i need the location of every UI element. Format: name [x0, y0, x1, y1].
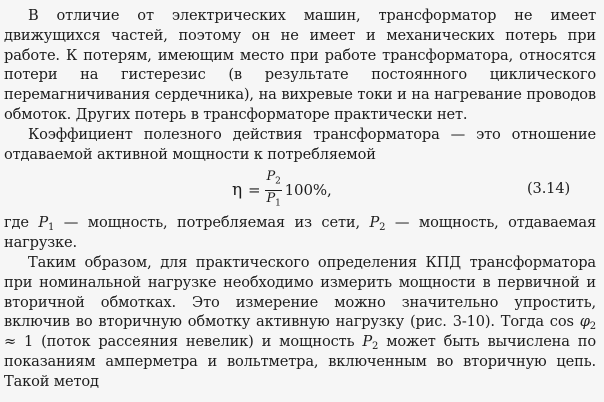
- formula-equals: =: [248, 180, 261, 199]
- paragraph-where: где $P_1$ — мощность, потребляемая из сети, $P_2$ — мощность, отдаваемая нагрузке.: [4, 214, 597, 252]
- formula-3-14: [4, 166, 596, 212]
- equation-number: (3.14): [527, 180, 570, 198]
- formula-expression: [232, 169, 332, 211]
- formula-tail: 100%,: [284, 180, 332, 199]
- formula-fraction: [265, 169, 281, 211]
- formula-numerator: $P_2$: [266, 169, 281, 187]
- formula-eta: η: [232, 179, 243, 200]
- paragraph-measurement-method: Таким образом, для практического определения КПД трансформатора при номинальной нагрузке необходимо измерить мощности в первичной и вторичной обмотках. Это измерение можно значительно упростить, включив во вторичную обмотку активную нагрузку (рис. 3-10). Тогда $\cos \varphi_2 \approx 1$ (поток рассеяния невелик) и мощность $P_2$ может быть вычислена по показаниям амперметра и вольтметра, включенным во вторичную цепь. Такой метод: [4, 253, 596, 390]
- paragraph-losses: В отличие от электрических машин, трансформатор не имеет движущихся частей, поэтому он не имеет и механических потерь при работе. К потерям, имеющим место при работе трансформатора, относятся потери на гистерезис (в результате постоянного циклического перемагничивания сердечника), на вихревые токи и на нагревание проводов обмоток. Других потерь в трансформаторе практически нет.: [4, 7, 596, 123]
- formula-denominator: $P_1$: [266, 190, 281, 209]
- paragraph-efficiency-definition: Коэффициент полезного действия трансформатора — это отношение отдаваемой активной мощности к потребляемой: [4, 125, 596, 163]
